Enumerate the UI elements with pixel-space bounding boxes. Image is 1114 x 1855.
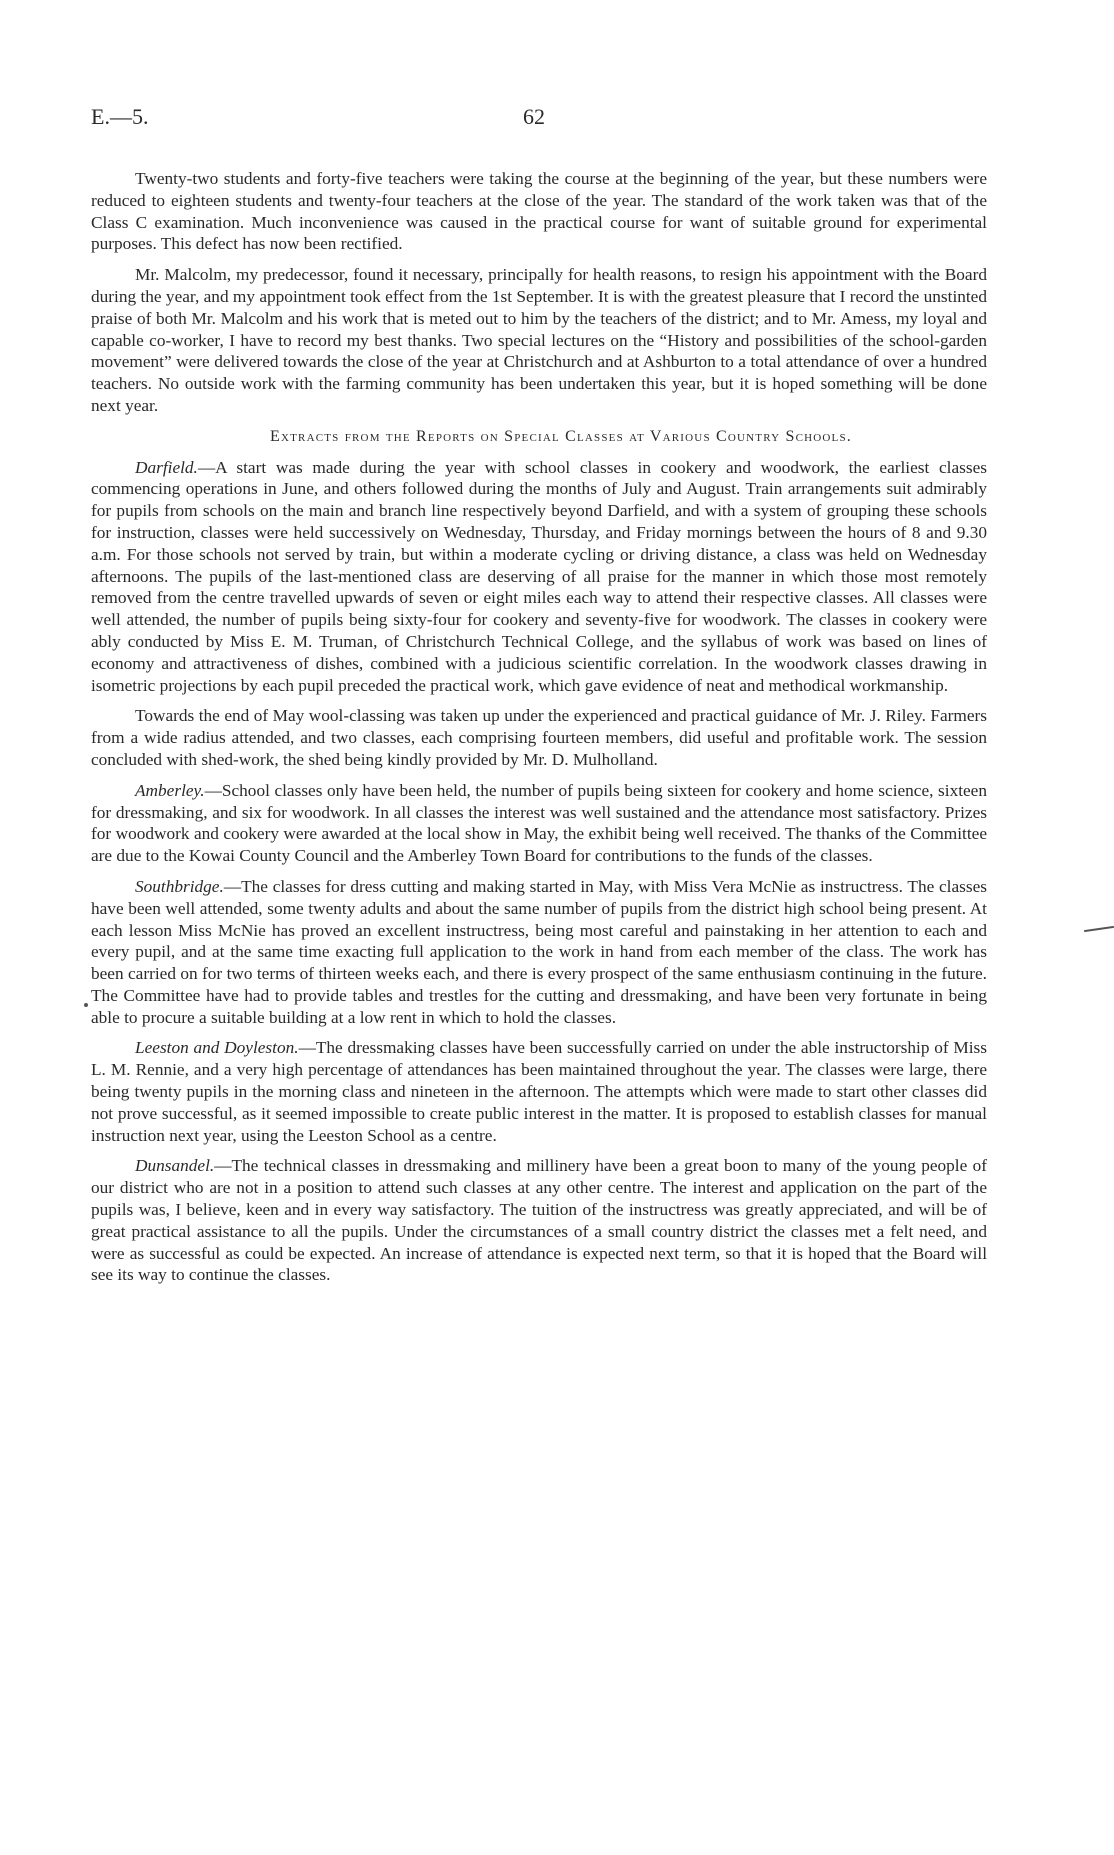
report-place-southbridge: Southbridge. (135, 876, 224, 896)
report-place-dunsandel: Dunsandel. (135, 1156, 215, 1176)
page-number: 62 (523, 104, 545, 129)
report-text-wool-classing: Towards the end of May wool-classing was taken up under the experienced and practical guidance of Mr. J. Riley. Farmers from a wide radius attended, and two classes, each comprising fourteen members, did useful and profitable work. The session concluded with shed-work, the shed being kindly provided by Mr. D. Mulholland. (91, 706, 987, 769)
running-header (91, 104, 996, 136)
report-paragraph-leeston (91, 1037, 987, 1146)
report-paragraph-southbridge (91, 876, 987, 1029)
report-paragraph-dunsandel (91, 1155, 987, 1286)
report-text-darfield: —A start was made during the year with school classes in cookery and woodwork, the earliest classes commencing operations in June, and others followed during the months of July and August. Train arrangements suit admirably for pupils from schools on the main and branch line respectively beyond Darfield, and with a system of grouping these schools for instruction, classes were held successively on Wednesday, Thursday, and Friday mornings between the hours of 8 and 9.30 a.m. For those schools not served by train, but within a moderate cycling or driving distance, a class was held on Wednesday afternoons. The pupils of the last-mentioned class are deserving of all praise for the manner in which those most remotely removed from the centre travelled upwards of seven or eight miles each way to attend their respective classes. All classes were well attended, the number of pupils being sixty-four for cookery and seventy-five for woodwork. The classes in cookery were ably conducted by Miss E. M. Truman, of Christchurch Technical College, and the syllabus of work was based on lines of economy and attractiveness of dishes, combined with a judicious scientific correlation. In the woodwork classes drawing in isometric projections by each pupil preceded the practical work, which gave evidence of neat and methodical workmanship. (91, 457, 987, 695)
report-text-southbridge: —The classes for dress cutting and making started in May, with Miss Vera McNie as instructress. The classes have been well attended, some twenty adults and about the same number of pupils from the district high school being present. At each lesson Miss McNie has proved an excellent instructress, being most careful and painstaking in her attention to each and every pupil, and at the same time exacting full application to the work in hand from each member of the class. The work has been carried on for two terms of thirteen weeks each, and there is every prospect of the same enthusiasm continuing in the future. The Committee have had to provide tables and trestles for the cutting and dressmaking, and have been very fortunate in being able to procure a suitable building at a low rent in which to hold the classes. (91, 876, 987, 1027)
report-paragraph-amberley (91, 780, 987, 867)
report-text-amberley: —School classes only have been held, the number of pupils being sixteen for cookery and home science, sixteen for dressmaking, and six for woodwork. In all classes the interest was well sustained and the attendance most satisfactory. Prizes for woodwork and cookery were awarded at the local show in May, the exhibit being well received. The thanks of the Committee are due to the Kowai County Council and the Amberley Town Board for contributions to the funds of the classes. (91, 780, 987, 866)
intro-paragraph-2: Mr. Malcolm, my predecessor, found it necessary, principally for health reasons, to resign his appointment with the Board during the year, and my appointment took effect from the 1st September. It is with the greatest pleasure that I record the unstinted praise of both Mr. Malcolm and his work that is meted out to him by the teachers of the district; and to Mr. Amess, my loyal and capable co-worker, I have to record my best thanks. Two special lectures on the “History and possibilities of the school-garden movement” were delivered towards the close of the year at Christchurch and at Ashburton to a total attendance of over a hundred teachers. No outside work with the farming community has been undertaken this year, but it is hoped something will be done next year. (91, 265, 987, 415)
report-place-darfield: Darfield. (135, 457, 198, 477)
report-place-leeston: Leeston and Doyleston. (135, 1038, 299, 1058)
report-place-amberley: Amberley. (135, 780, 205, 800)
body-text (91, 168, 987, 1295)
margin-pencil-mark (1084, 926, 1114, 932)
section-heading: Extracts from the Reports on Special Classes at Various Country Schools. (270, 427, 852, 445)
intro-paragraph-1: Twenty-two students and forty-five teachers were taking the course at the beginning of the year, but these numbers were reduced to eighteen students and twenty-four teachers at the close of the year. The standard of the work taken was that of the Class C examination. Much inconvenience was caused in the practical course for want of suitable ground for experimental purposes. This defect has now been rectified. (91, 169, 987, 254)
report-text-dunsandel: —The technical classes in dressmaking and millinery have been a great boon to many of the young people of our district who are not in a position to attend such classes at any other centre. The interest and application on the part of the pupils was, I believe, keen and in every way satisfactory. The tuition of the instructress was greatly appreciated, and will be of great practical assistance to all the pupils. Under the circumstances of a small country district the classes met a felt need, and were as successful as could be expected. An increase of attendance is expected next term, so that it is hoped that the Board will see its way to continue the classes. (91, 1156, 987, 1285)
report-paragraph-darfield (91, 457, 987, 697)
report-text-leeston: —The dressmaking classes have been successfully carried on under the able instructorship of Miss L. M. Rennie, and a very high percentage of attendances has been maintained throughout the year. The classes were large, there being twenty pupils in the morning class and nineteen in the afternoon. The attempts which were made to start other classes did not prove successful, as it seemed impossible to create public interest in the matter. It is proposed to establish classes for manual instruction next year, using the Leeston School as a centre. (91, 1038, 987, 1145)
report-paragraph-wool-classing (91, 705, 987, 770)
series-reference: E.—5. (91, 104, 149, 129)
margin-ink-dot (84, 1003, 88, 1007)
